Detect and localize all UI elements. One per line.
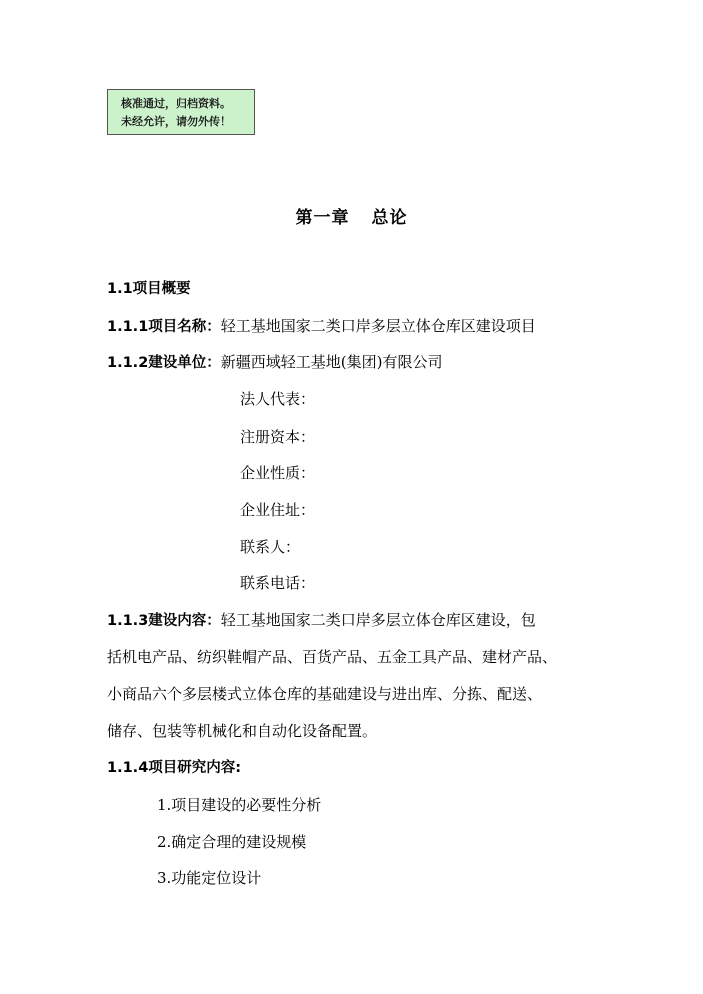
field-legal-rep: 法人代表：	[240, 390, 316, 408]
field-contact-phone: 联系电话：	[240, 574, 316, 592]
builder-value: 新疆西域轻工基地(集团)有限公司	[220, 353, 443, 371]
builder-label: 1.1.2建设单位：	[107, 355, 221, 371]
research-item-2: 2.确定合理的建设规模	[157, 833, 307, 851]
field-registered-capital: 注册资本：	[240, 428, 316, 446]
research-content-heading: 1.1.4项目研究内容:	[107, 760, 242, 776]
construction-line-4: 储存、包装等机械化和自动化设备配置。	[107, 722, 378, 740]
research-item-3: 3.功能定位设计	[157, 869, 262, 887]
section-heading-1-1: 1.1项目概要	[107, 281, 191, 297]
stamp-line-2: 未经允许，请勿外传！	[121, 115, 231, 128]
stamp-line-1: 核准通过，归档资料。	[121, 97, 231, 110]
research-item-1: 1.项目建设的必要性分析	[157, 796, 322, 814]
field-enterprise-type: 企业性质：	[240, 464, 316, 482]
builder-row	[107, 352, 443, 373]
project-name-value: 轻工基地国家二类口岸多层立体仓库区建设项目	[220, 317, 536, 335]
construction-line-1: 轻工基地国家二类口岸多层立体仓库区建设，包	[220, 611, 536, 629]
approval-stamp	[107, 89, 255, 135]
construction-line-3: 小商品六个多层楼式立体仓库的基础建设与进出库、分拣、配送、	[107, 685, 543, 703]
construction-line-2: 括机电产品、纺织鞋帽产品、百货产品、五金工具产品、建材产品、	[107, 648, 558, 666]
chapter-name: 总论	[371, 208, 408, 228]
construction-row	[107, 610, 536, 631]
chapter-label: 第一章	[295, 208, 350, 228]
project-name-row	[107, 316, 536, 337]
construction-label: 1.1.3建设内容：	[107, 613, 221, 629]
chapter-title	[0, 203, 703, 228]
project-name-label: 1.1.1项目名称：	[107, 319, 221, 335]
field-contact-person: 联系人：	[240, 538, 301, 556]
field-enterprise-address: 企业住址：	[240, 501, 316, 519]
